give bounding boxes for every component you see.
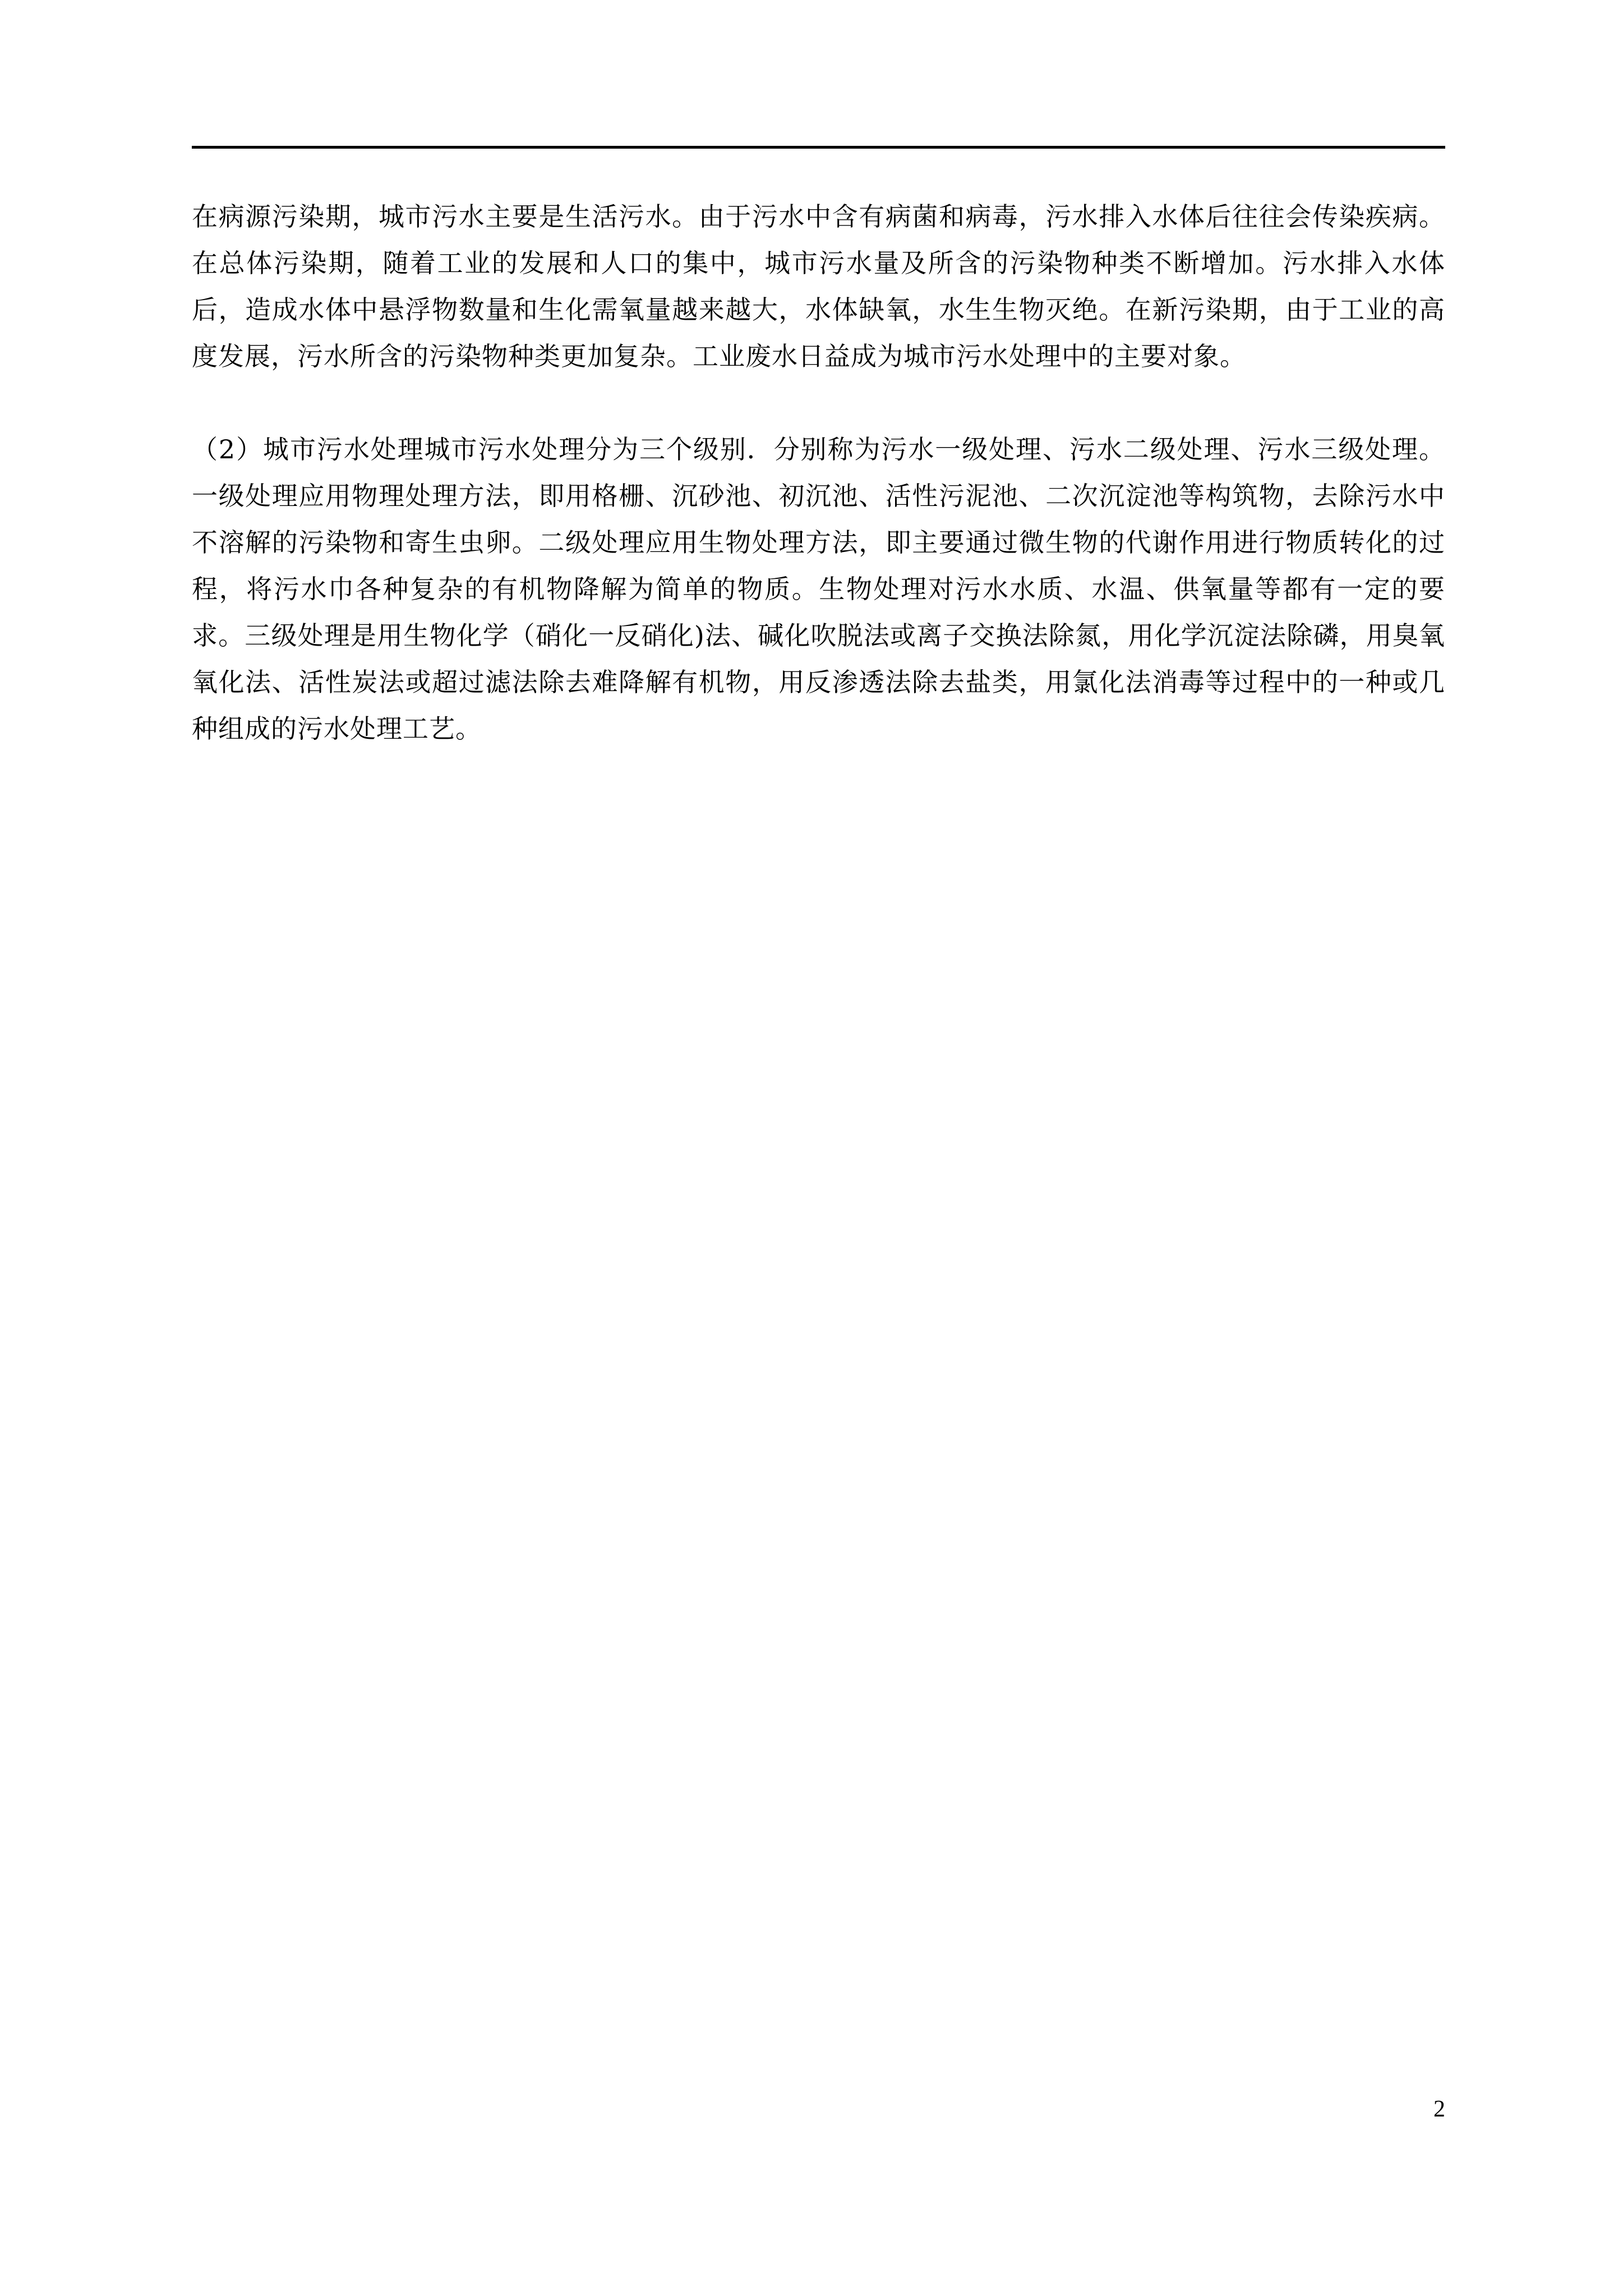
header-rule [192,146,1445,149]
paragraph-pollution-periods: 在病源污染期，城市污水主要是生活污水。由于污水中含有病菌和病毒，污水排入水体后往往会传染疾病。在总体污染期，随着工业的发展和人口的集中，城市污水量及所含的污染物种类不断增加。污水排入水体后，造成水体中悬浮物数量和生化需氧量越来越大，水体缺氧，水生生物灭绝。在新污染期，由于工业的高度发展，污水所含的污染物种类更加复杂。工业废水日益成为城市污水处理中的主要对象。 [192,201,1445,371]
paragraph-sewage-treatment-levels: （2）城市污水处理城市污水处理分为三个级别．分别称为污水一级处理、污水二级处理、污水三级处理。一级处理应用物理处理方法，即用格栅、沉砂池、初沉池、活性污泥池、二次沉淀池等构筑物，去除污水中不溶解的污染物和寄生虫卵。二级处理应用生物处理方法，即主要通过微生物的代谢作用进行物质转化的过程，将污水巾各种复杂的有机物降解为简单的物质。生物处理对污水水质、水温、供氧量等都有一定的要求。三级处理是用生物化学（硝化一反硝化)法、碱化吹脱法或离子交换法除氮，用化学沉淀法除磷，用臭氧氧化法、活性炭法或超过滤法除去难降解有机物，用反渗透法除去盐类，用氯化法消毒等过程中的一种或几种组成的污水处理工艺。 [192,434,1445,744]
document-body [192,194,1445,752]
page-number: 2 [1433,2096,1445,2122]
